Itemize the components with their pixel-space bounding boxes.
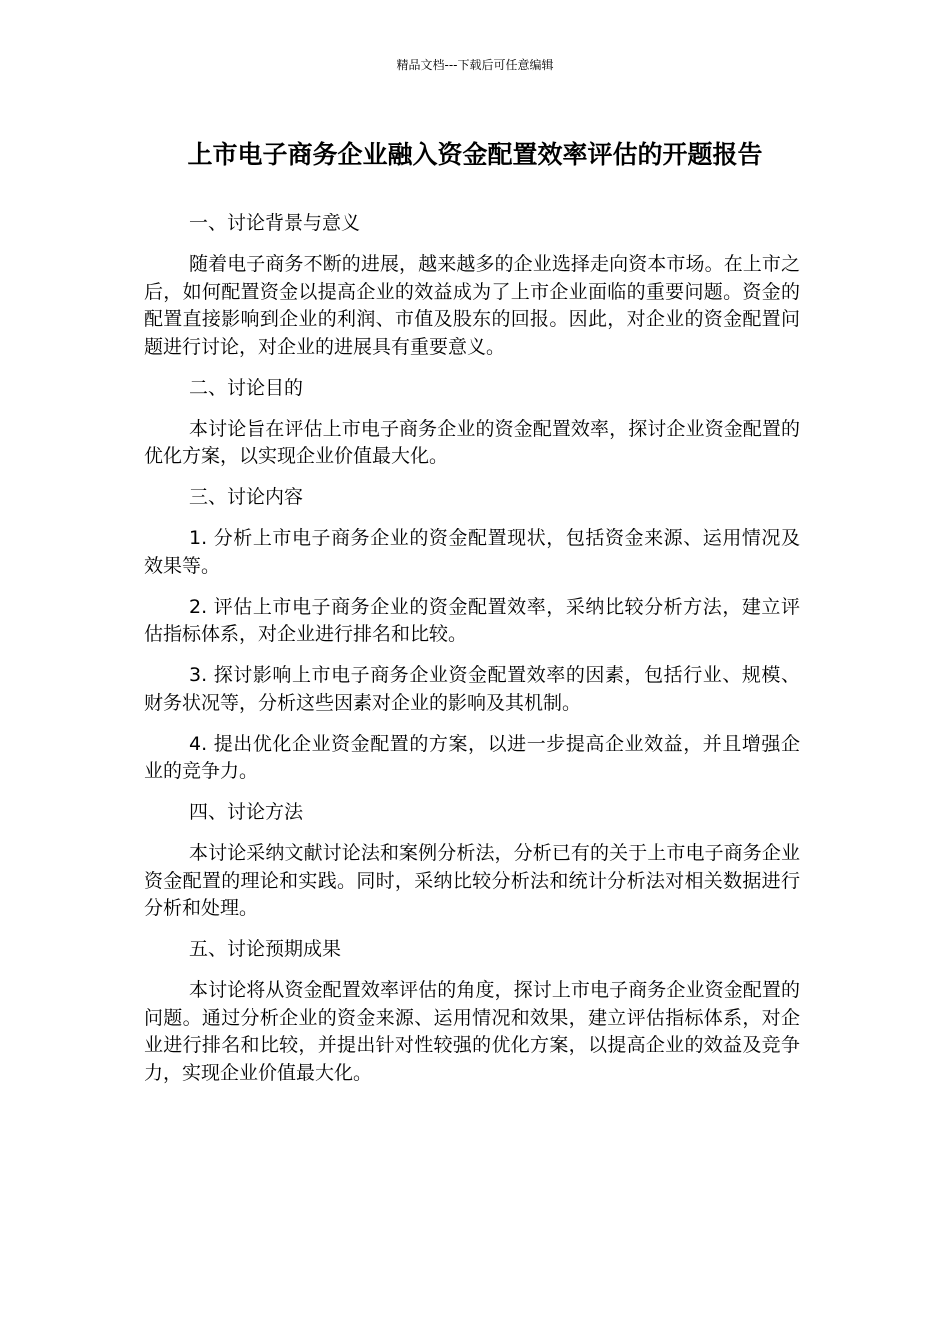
document-body (144, 210, 800, 1101)
content-item-3: 3. 探讨影响上市电子商务企业资金配置效率的因素，包括行业、规模、财务状况等，分析这些因素对企业的影响及其机制。 (144, 664, 800, 714)
page-header-watermark: 精品文档---下载后可任意编辑 (396, 58, 554, 72)
section-heading-expected-results: 五、讨论预期成果 (189, 938, 342, 960)
section-heading-background: 一、讨论背景与意义 (189, 212, 361, 234)
section-heading-method: 四、讨论方法 (189, 801, 304, 823)
content-item-4: 4. 提出优化企业资金配置的方案，以进一步提高企业效益，并且增强企业的竞争力。 (144, 732, 800, 782)
paragraph-method: 本讨论采纳文献讨论法和案例分析法，分析已有的关于上市电子商务企业资金配置的理论和实践。同时，采纳比较分析法和统计分析法对相关数据进行分析和处理。 (144, 842, 800, 919)
section-heading-purpose: 二、讨论目的 (189, 376, 304, 399)
content-item-2: 2. 评估上市电子商务企业的资金配置效率，采纳比较分析方法，建立评估指标体系，对企业进行排名和比较。 (144, 595, 800, 645)
document-title: 上市电子商务企业融入资金配置效率评估的开题报告 (187, 140, 763, 169)
paragraph-expected-results: 本讨论将从资金配置效率评估的角度，探讨上市电子商务企业资金配置的问题。通过分析企业的资金来源、运用情况和效果，建立评估指标体系，对企业进行排名和比较，并提出针对性较强的优化方案，以提高企业的效益及竞争力，实现企业价值最大化。 (144, 979, 800, 1084)
paragraph-background: 随着电子商务不断的进展，越来越多的企业选择走向资本市场。在上市之后，如何配置资金以提高企业的效益成为了上市企业面临的重要问题。资金的配置直接影响到企业的利润、市值及股东的回报。因此，对企业的资金配置问题进行讨论，对企业的进展具有重要意义。 (144, 253, 800, 358)
content-item-1: 1. 分析上市电子商务企业的资金配置现状，包括资金来源、运用情况及效果等。 (144, 527, 800, 577)
paragraph-purpose: 本讨论旨在评估上市电子商务企业的资金配置效率，探讨企业资金配置的优化方案，以实现企业价值最大化。 (144, 417, 800, 467)
section-heading-content: 三、讨论内容 (189, 486, 304, 508)
